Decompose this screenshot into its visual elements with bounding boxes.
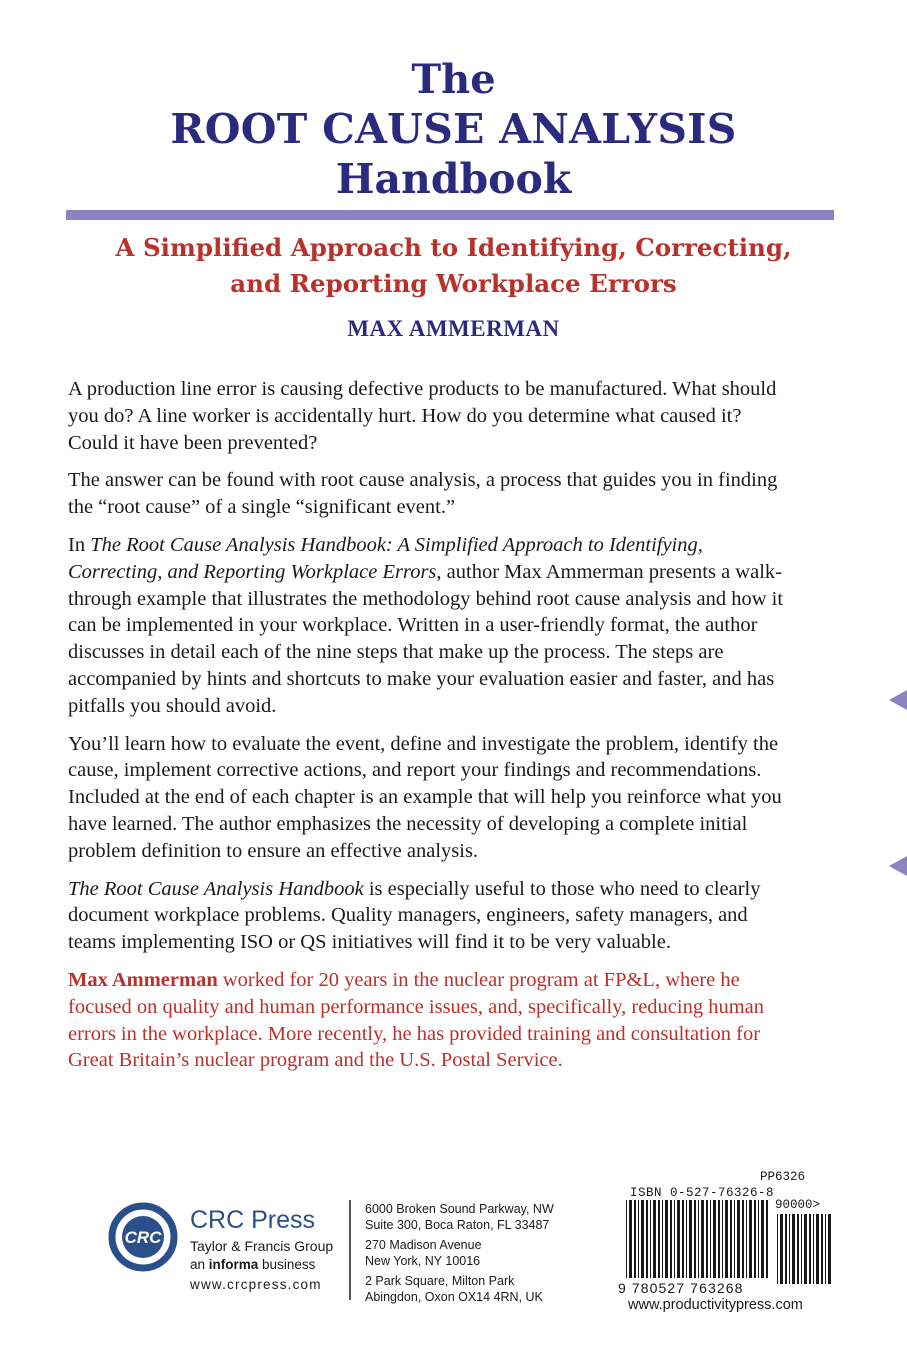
barcode-bar	[698, 1200, 699, 1278]
price-addon-number: 90000>	[775, 1198, 821, 1212]
barcode-bar	[694, 1200, 696, 1278]
barcode-bar	[677, 1200, 680, 1278]
barcode-bar	[766, 1200, 768, 1278]
barcode-bar	[809, 1214, 811, 1284]
title-line-2: ROOT CAUSE ANALYSIS	[170, 105, 737, 153]
paragraph-3	[68, 532, 788, 720]
barcode-bar	[658, 1200, 660, 1278]
barcode-bar	[801, 1214, 802, 1284]
crc-logo-icon	[108, 1202, 178, 1272]
barcode-bar	[785, 1214, 787, 1284]
barcode-bar	[674, 1200, 675, 1278]
barcode-bar	[629, 1200, 632, 1278]
barcode-bar	[813, 1214, 814, 1284]
isbn-label: ISBN 0-527-76326-8	[630, 1186, 775, 1200]
productivity-website[interactable]: www.productivitypress.com	[628, 1297, 803, 1313]
barcode-bar	[777, 1214, 778, 1284]
publisher-website[interactable]: www.crcpress.com	[190, 1277, 322, 1292]
barcode-bar	[682, 1200, 684, 1278]
edge-arrow-icon	[889, 690, 907, 710]
barcode-bar	[746, 1200, 747, 1278]
barcode-bar	[792, 1214, 795, 1284]
informa-tagline	[190, 1257, 315, 1272]
address-line: Suite 300, Boca Raton, FL 33487	[365, 1217, 550, 1232]
barcode-bar	[737, 1200, 740, 1278]
barcode-bar	[701, 1200, 704, 1278]
barcode-bar	[650, 1200, 651, 1278]
paragraph-1: A production line error is causing defective products to be manufactured. What should you do? A line worker is accidentally hurt. How do you determine what caused it? Could it have been prevented?	[68, 378, 777, 454]
description-body	[68, 376, 788, 1085]
barcode-bar	[638, 1200, 639, 1278]
barcode-bar	[828, 1214, 831, 1284]
barcode-bar	[730, 1200, 732, 1278]
paragraph-5	[68, 876, 788, 956]
barcode-bar	[706, 1200, 708, 1278]
barcode-bar	[761, 1200, 764, 1278]
addon-barcode	[776, 1214, 834, 1284]
barcode-bar	[641, 1200, 644, 1278]
book-title-italic: The Root Cause Analysis Handbook: A Simplified Approach to Identifying, Correcting, and Reporting Workplace Errors	[68, 533, 703, 583]
subtitle	[40, 230, 867, 302]
barcode-bar	[689, 1200, 692, 1278]
title-line-1: The	[411, 56, 496, 103]
informa-pre: an	[190, 1257, 209, 1272]
crc-logo-text: CRC	[124, 1228, 162, 1247]
address-divider	[349, 1200, 351, 1300]
barcode-bar	[634, 1200, 636, 1278]
barcode-bar	[653, 1200, 656, 1278]
barcode-bar	[804, 1214, 807, 1284]
subtitle-line-1: A Simplified Approach to Identifying, Correcting,	[115, 233, 792, 262]
barcode-bar	[718, 1200, 720, 1278]
address-line: New York, NY 10016	[365, 1253, 481, 1268]
author-name: MAX AMMERMAN	[347, 316, 560, 341]
address-line: 2 Park Square, Milton Park	[365, 1274, 515, 1288]
barcode-bar	[734, 1200, 735, 1278]
informa-bold: informa	[208, 1257, 259, 1272]
informa-post: business	[258, 1257, 316, 1272]
barcode-bar	[646, 1200, 648, 1278]
barcode-bar	[710, 1200, 711, 1278]
barcode-bar	[821, 1214, 823, 1284]
barcode-bar	[670, 1200, 672, 1278]
book-title-italic-2: The Root Cause Analysis Handbook	[68, 877, 364, 900]
paragraph-3-lead: In	[68, 533, 91, 556]
publisher-group: Taylor & Francis Group	[190, 1238, 334, 1254]
barcode-bar	[665, 1200, 668, 1278]
ean-number: 9 780527 763268	[618, 1280, 744, 1296]
barcode-bar	[662, 1200, 663, 1278]
publisher-name: CRC Press	[190, 1206, 316, 1234]
barcode-bar	[789, 1214, 790, 1284]
title-line-3: Handbook	[335, 155, 572, 203]
paragraph-5-text: is especially useful to those who need to clearly document workplace problems. Quality managers, engineers, safety managers, and teams implementing ISO or QS initiatives will find it to be very valuable.	[68, 877, 761, 954]
barcode-bar	[626, 1200, 627, 1278]
ean-barcode	[625, 1200, 770, 1278]
address-line: 6000 Broken Sound Parkway, NW	[365, 1202, 554, 1216]
barcode-bar	[749, 1200, 752, 1278]
paragraph-3-text: , author Max Ammerman presents a walk-through example that illustrates the methodology behind root cause analysis and how it can be implemented in your workplace. Written in a user-friendly format, the author discusses in detail each of the nine steps that make up the process. The steps are accompanied by hints and shortcuts to make your evaluation easier and faster, and has pitfalls you should avoid.	[68, 560, 784, 717]
publisher-address	[365, 1202, 605, 1305]
barcode-bar	[816, 1214, 819, 1284]
subtitle-line-2: and Reporting Workplace Errors	[230, 269, 677, 298]
author-bio-text: worked for 20 years in the nuclear program at FP&L, where he focused on quality and human performance issues, and, specifically, reducing human errors in the workplace. More recently, he has provided training and consultation for Great Britain’s nuclear program and the U.S. Postal Service.	[68, 968, 765, 1072]
edge-arrow-icon	[889, 856, 907, 876]
address-line: 270 Madison Avenue	[365, 1238, 482, 1252]
barcode-bar	[754, 1200, 756, 1278]
barcode-bar	[722, 1200, 723, 1278]
barcode-bar	[725, 1200, 728, 1278]
barcode-bar	[780, 1214, 783, 1284]
barcode-bar	[742, 1200, 744, 1278]
barcode-bar	[758, 1200, 759, 1278]
paragraph-4: You’ll learn how to evaluate the event, define and investigate the problem, identify the cause, implement corrective actions, and report your findings and recommendations. Included at the end of each chapter is an example that will help you reinforce what you have learned. The author emphasizes the necessity of developing a complete initial problem definition to ensure an effective analysis.	[68, 732, 782, 862]
barcode-bar	[825, 1214, 826, 1284]
title-divider	[66, 210, 834, 220]
barcode-bar	[797, 1214, 799, 1284]
author-bio-name: Max Ammerman	[68, 968, 218, 991]
barcode-bar	[713, 1200, 716, 1278]
author-bio	[68, 967, 788, 1074]
address-line: Abingdon, Oxon OX14 4RN, UK	[365, 1289, 543, 1304]
product-code: PP6326	[760, 1170, 806, 1184]
barcode-bar	[686, 1200, 687, 1278]
paragraph-2: The answer can be found with root cause analysis, a process that guides you in finding the “root cause” of a single “significant event.”	[68, 469, 778, 519]
